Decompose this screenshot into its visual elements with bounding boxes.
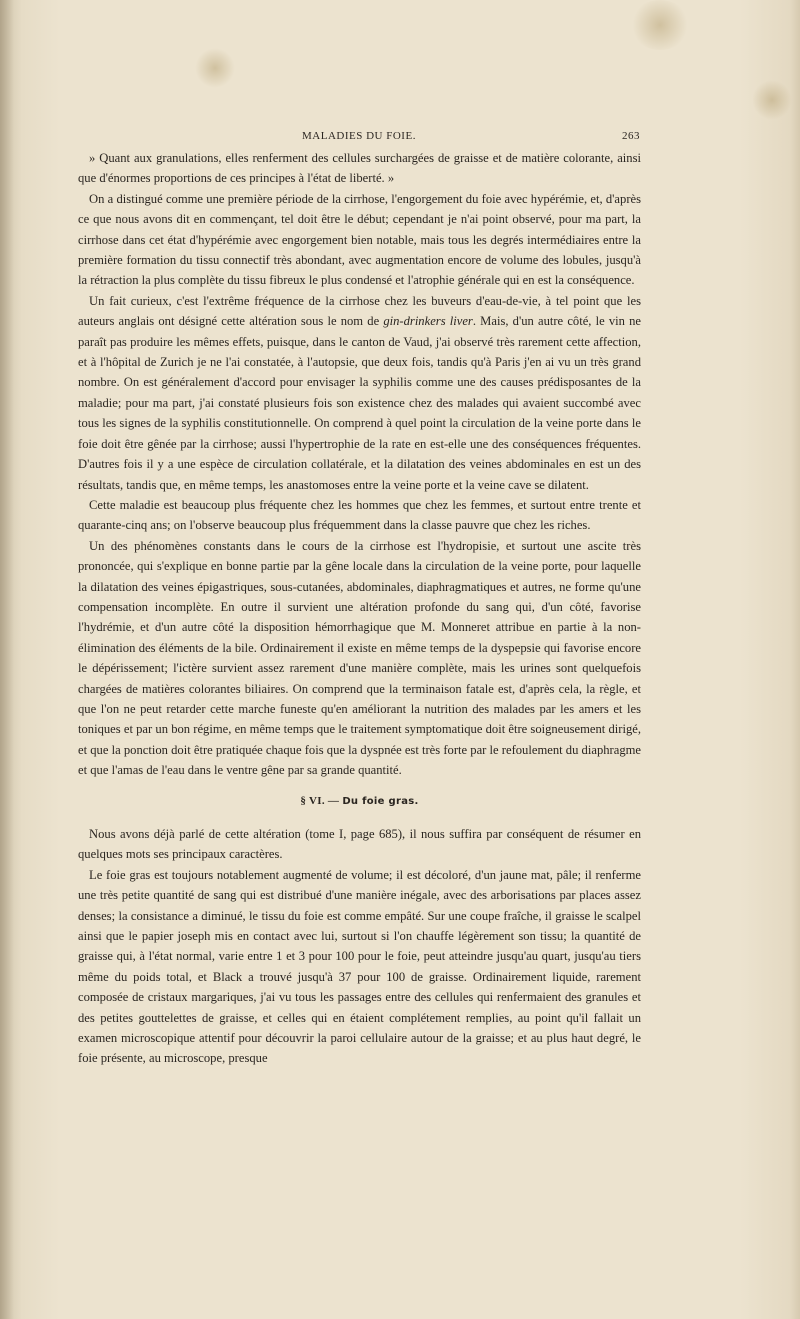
paragraph-text: . Mais, d'un autre côté, le vin ne paraît pas produire les mêmes effets, puisque, dans le canton de Vaud, j'ai observé très rarement cette affection, et à l'hôpital de Zurich je ne l'ai constatée, à l'autopsie, que deux fois, tandis qu'à Paris j'en ai vu un très grand nombre. On est généralement d'accord pour envisager la syphilis comme une des causes prédisposantes de la maladie; pour ma part, j'ai constaté plusieurs fois son existence chez des malades qui avaient succombé avec tous les signes de la syphilis constitutionnelle. On comprend à quel point la circulation de la veine porte dans le foie doit être gênée par la cirrhose; aussi l'hypertrophie de la rate en est-elle une des conséquences fréquentes. D'autres fois il y a une espèce de circulation collatérale, et la dilatation des veines abdominales en est un des résultats, tandis que, en même temps, les anastomoses entre la veine porte et la veine cave se dilatent.: [78, 314, 641, 492]
paragraph: On a distingué comme une première période de la cirrhose, l'engorgement du foie avec hypérémie, et, d'après ce que nous avons dit en commençant, tel doit être le début; cependant je n'ai point observé, pour ma part, la cirrhose dans cet état d'hypérémie avec engorgement bien notable, mais tous les degrés intermédiaires entre la première formation du tissu connectif très abondant, avec augmentation encore de volume des lobules, jusqu'à la rétraction la plus complète du tissu fibreux le plus condensé et l'atrophie générale qui en est la conséquence.: [78, 191, 641, 288]
section-number: § VI. —: [300, 794, 340, 807]
paper-stain: [195, 48, 235, 88]
body-text: [78, 148, 641, 1069]
section-title: Du foie gras.: [342, 795, 419, 807]
paragraph: » Quant aux granulations, elles renferment des cellules surchargées de graisse et de matière colorante, ainsi que d'énormes proportions de ces principes à l'état de liberté. »: [78, 151, 641, 186]
paragraph: [78, 291, 641, 495]
section-heading: [78, 791, 641, 812]
running-header: [78, 130, 640, 148]
italic-term: gin-drinkers liver: [383, 314, 473, 329]
spine-shadow: [0, 0, 14, 1319]
paragraph: Cette maladie est beaucoup plus fréquente chez les hommes que chez les femmes, et surtout entre trente et quarante-cinq ans; on l'observe beaucoup plus fréquemment dans la classe pauvre que chez les riches.: [78, 497, 641, 533]
paragraph: Un des phénomènes constants dans le cours de la cirrhose est l'hydropisie, et surtout une ascite très prononcée, qui s'explique en bonne partie par la gêne locale dans la circulation de la veine porte, pour laquelle la dilatation des veines épigastriques, sous-cutanées, abdominales, diaphragmatiques et autres, ne forme qu'une compensation incomplète. En outre il survient une altération profonde du sang qui, d'un côté, favorise l'hydrémie, et d'un autre côté la disposition hémorrhagique que M. Monneret attribue en partie à la non-élimination des éléments de la bile. Ordinairement il existe en même temps de la dyspepsie qui favorise encore le dépérissement; l'ictère survient assez rarement d'une manière complète, mais les urines sont quelquefois chargées de matières colorantes biliaires. On comprend que la terminaison fatale est, d'après cela, la règle, et que l'on ne peut retarder cette marche funeste qu'en améliorant la nutrition des malades par les amers et les toniques et par un bon régime, en même temps que le traitement symptomatique doit être soigneusement dirigé, et que la ponction doit être pratiquée chaque fois que la dyspnée est très forte par le refoulement du diaphragme et que l'amas de l'eau dans le ventre gêne par sa grande quantité.: [78, 538, 641, 778]
paper-stain: [630, 0, 690, 50]
paper-stain: [752, 80, 792, 120]
page-number: 263: [622, 130, 640, 142]
running-title: MALADIES DU FOIE.: [302, 130, 416, 142]
paragraph: Nous avons déjà parlé de cette altération (tome I, page 685), il nous suffira par conséquent de résumer en quelques mots ses principaux caractères.: [78, 827, 641, 862]
paragraph: Le foie gras est toujours notablement augmenté de volume; il est décoloré, d'un jaune mat, pâle; il renferme une très petite quantité de sang qui est distribué d'une manière inégale, avec des arborisations par places assez denses; la consistance a diminué, le tissu du foie est comme empâté. Sur une coupe fraîche, il graisse le scalpel ainsi que le papier joseph mis en contact avec lui, surtout si l'on chauffe légèrement son tissu; la quantité de graisse qui, à l'état normal, varie entre 1 et 3 pour 100 pour le foie, peut atteindre jusqu'au quart, jusqu'au tiers même du poids total, et Black a trouvé jusqu'à 37 pour 100 de graisse. Ordinairement liquide, rarement composée de cristaux margariques, j'ai vu tous les passages entre des cellules qui renfermaient des granules et des petites gouttelettes de graisse, et celles qui en étaient complétement remplies, au point qu'il fallait un examen microscopique attentif pour découvrir la paroi cellulaire autour de la graisse; et au plus haut degré, le foie présente, au microscope, presque: [78, 867, 641, 1066]
paragraph-text: Un fait curieux, c'est l'extrême fréquence de la cirrhose chez les buveurs d'eau-de-vie, à tel point que les auteurs anglais ont désigné cette altération sous le nom de: [78, 293, 641, 329]
